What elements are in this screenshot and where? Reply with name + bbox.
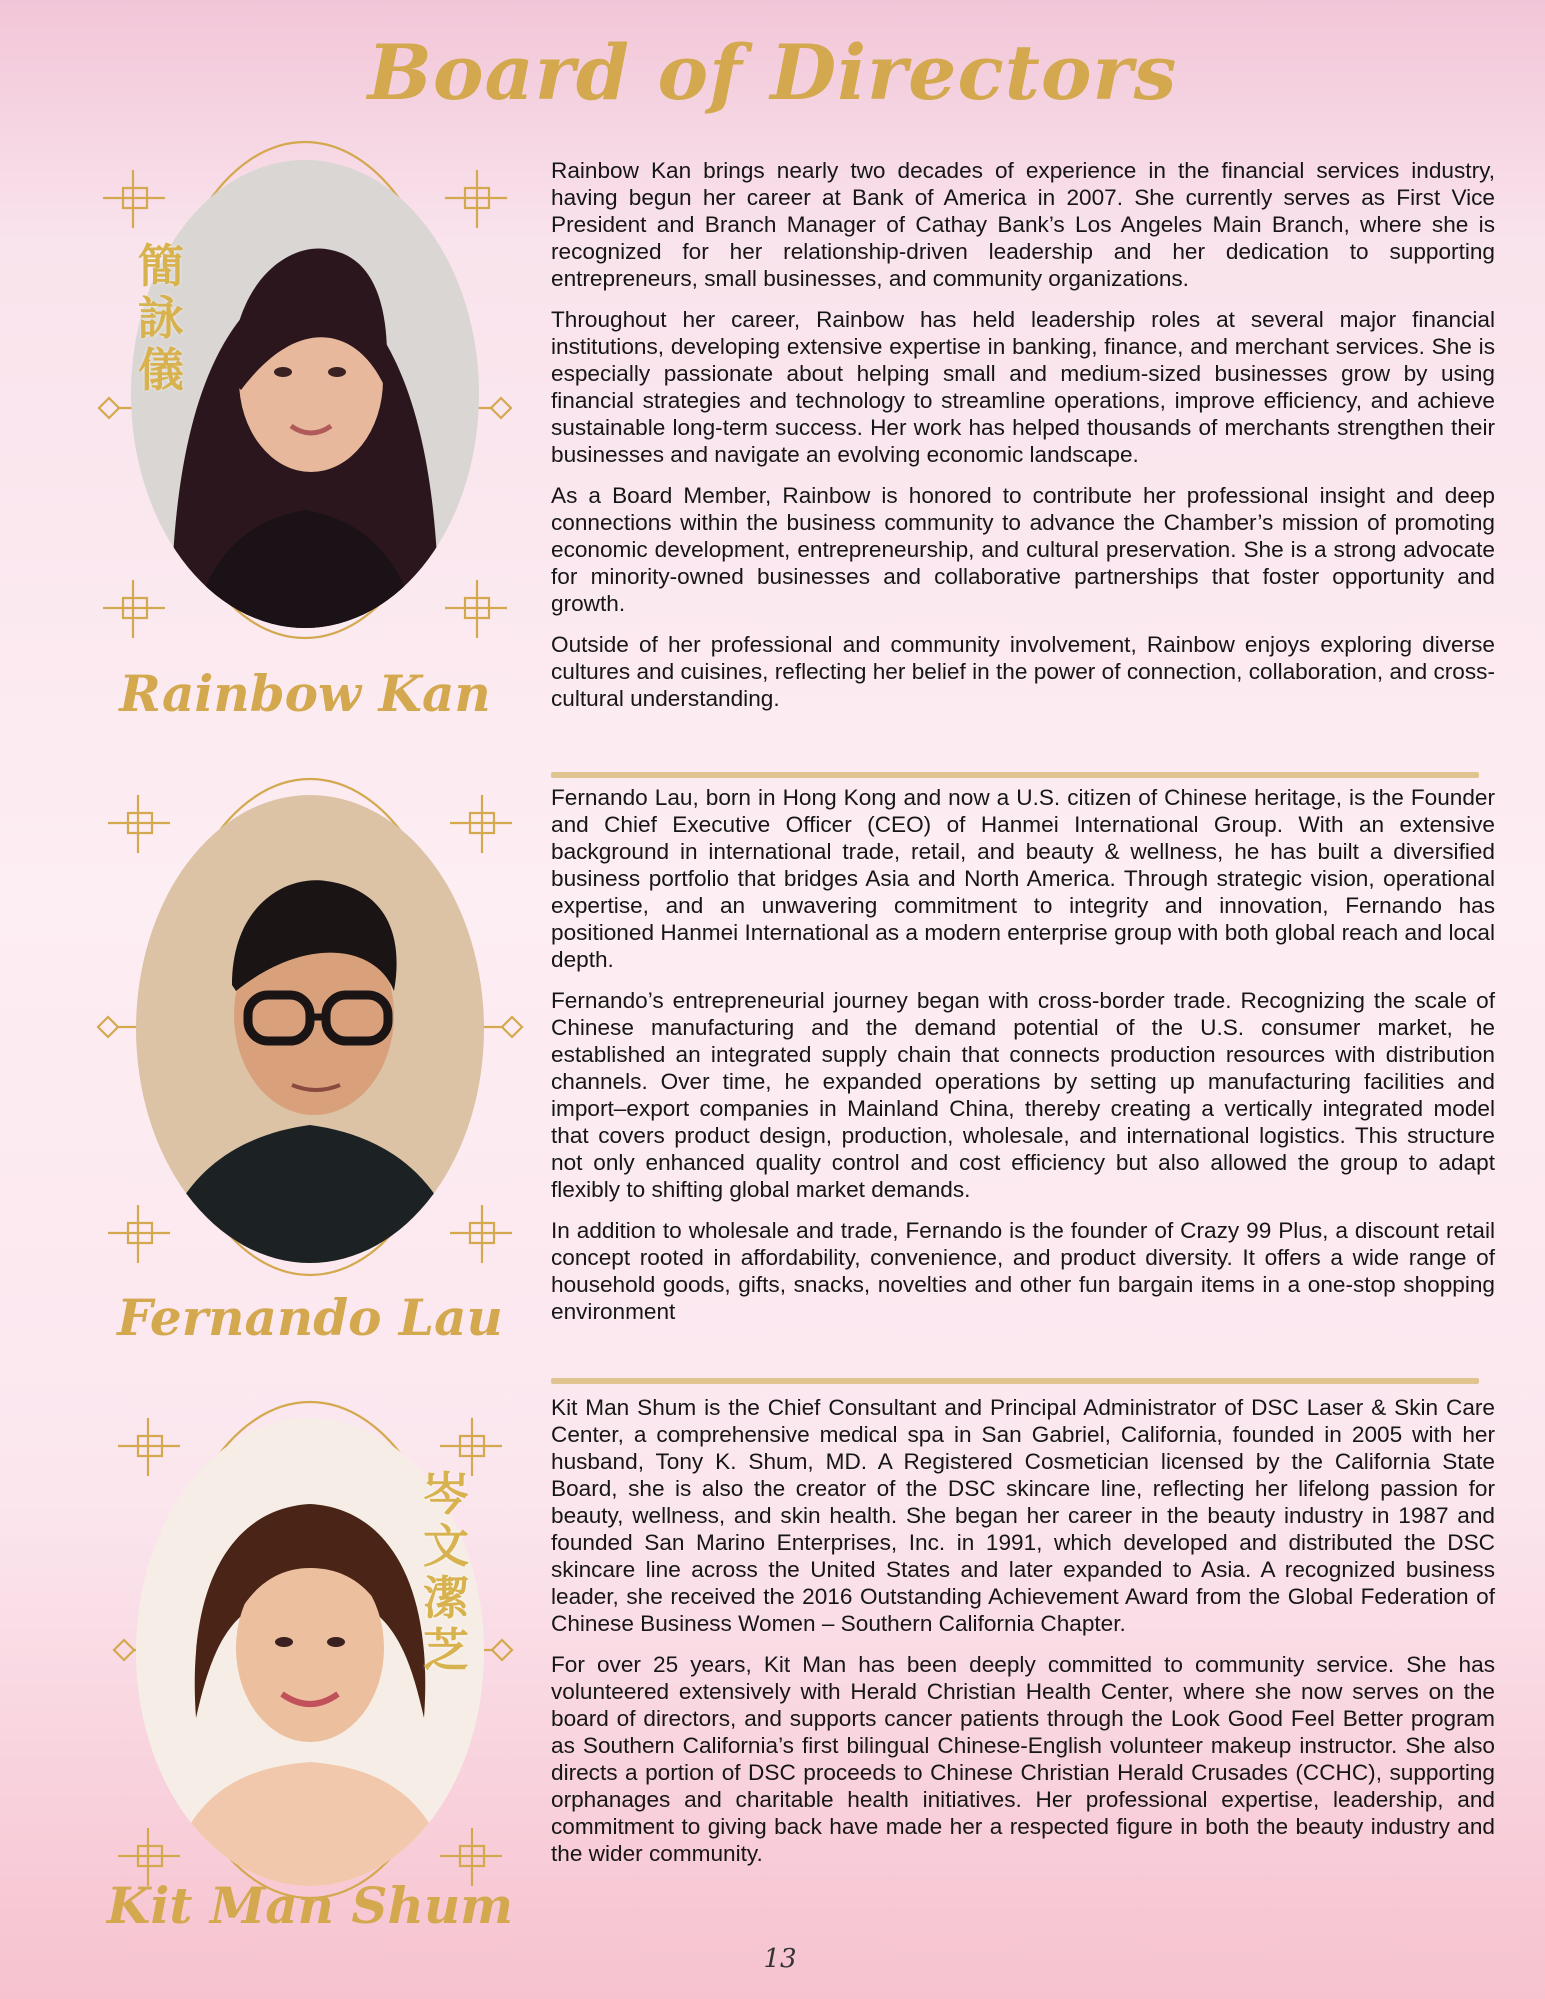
chinese-char: 簡 (138, 239, 184, 293)
page-title: Board of Directors (367, 28, 1178, 117)
director-name: Kit Man Shum (106, 1876, 514, 1935)
bio-paragraph: Fernando Lau, born in Hong Kong and now a U.S. citizen of Chinese heritage, is the Founder and Chief Executive Officer (CEO) of Hanmei International Group. With an extensive background in international trade, retail, and beauty & wellness, he has built a diversified business portfolio that bridges Asia and North America. Through strategic vision, operational expertise, and an unwavering commitment to integrity and innovation, Fernando has positioned Hanmei International as a modern enterprise group with both global reach and local depth. (551, 785, 1495, 972)
person-photo-icon (136, 795, 484, 1263)
chinese-char: 儀 (138, 343, 184, 397)
chinese-name-vertical (133, 240, 189, 396)
director-bio (551, 1394, 1495, 1881)
portrait-frame-rainbow-kan (85, 140, 525, 670)
chinese-char: 潔 (423, 1571, 469, 1625)
chinese-char: 岑 (423, 1467, 469, 1521)
bio-paragraph: Fernando’s entrepreneurial journey began with cross-border trade. Recognizing the scale of Chinese manufacturing and the demand potential of the U.S. consumer market, he established an integrated supply chain that connects production resources with distribution channels. Over time, he expanded operations by setting up manufacturing facilities and import–export companies in Mainland China, thereby creating a vertically integrated model that covers product design, production, wholesale, and international logistics. This structure not only enhanced quality control and cost efficiency but also allowed the group to adapt flexibly to shifting global market demands. (551, 988, 1495, 1202)
director-bio (551, 784, 1495, 1339)
section-divider (551, 1378, 1479, 1384)
bio-paragraph: Kit Man Shum is the Chief Consultant and Principal Administrator of DSC Laser & Skin Care Center, a comprehensive medical spa in San Gabriel, California, founded in 2005 with her husband, Tony K. Shum, MD. A Registered Cosmetician licensed by the California State Board, she is also the creator of the DSC skincare line, reflecting her lifelong passion for beauty, wellness, and skin health. She began her career in the beauty industry in 1987 and founded San Marino Enterprises, Inc. in 1991, which developed and distributed the DSC skincare line across the United States and later expanded to Asia. A recognized business leader, she received the 2016 Outstanding Achievement Award from the Global Federation of Chinese Business Women – Southern California Chapter. (551, 1395, 1495, 1636)
portrait-frame-fernando-lau (90, 765, 530, 1295)
bio-paragraph: For over 25 years, Kit Man has been deeply committed to community service. She has volunteered extensively with Herald Christian Health Center, where she now serves on the board of directors, and supports cancer patients through the Look Good Feel Better program as Southern California’s first bilingual Chinese-English volunteer makeup instructor. She also directs a portion of DSC proceeds to Chinese Christian Herald Crusades (CCHC), supporting orphanages and charitable health initiatives. Her professional expertise, leadership, and commitment to giving back have made her a respected figure in both the beauty industry and the wider community. (551, 1652, 1495, 1866)
page-number: 13 (763, 1944, 797, 1974)
bio-paragraph: Throughout her career, Rainbow has held leadership roles at several major financial institutions, developing extensive expertise in banking, finance, and merchant services. She is especially passionate about helping small and medium-sized businesses grow by using financial strategies and technology to streamline operations, improve efficiency, and achieve sustainable long-term success. Her work has helped thousands of merchants strengthen their businesses and navigate an evolving economic landscape. (551, 307, 1495, 467)
bio-paragraph: Outside of her professional and community involvement, Rainbow enjoys exploring diverse cultures and cuisines, reflecting her belief in the power of connection, collaboration, and cross-cultural understanding. (551, 632, 1495, 711)
portrait-photo (136, 795, 484, 1263)
bio-paragraph: Rainbow Kan brings nearly two decades of experience in the financial services industry, having begun her career at Bank of America in 2007. She currently serves as First Vice President and Branch Manager of Cathay Bank’s Los Angeles Main Branch, where she is recognized for her relationship-driven leadership and her dedication to supporting entrepreneurs, small businesses, and community organizations. (551, 158, 1495, 291)
bio-paragraph: In addition to wholesale and trade, Fernando is the founder of Crazy 99 Plus, a discount retail concept rooted in affordability, convenience, and product diversity. It offers a wide range of household goods, gifts, snacks, novelties and other fun bargain items in a one-stop shopping environment (551, 1218, 1495, 1324)
chinese-char: 詠 (138, 291, 184, 345)
chinese-name-vertical (418, 1468, 474, 1676)
director-bio (551, 157, 1495, 726)
bio-paragraph: As a Board Member, Rainbow is honored to contribute her professional insight and deep connections within the business community to advance the Chamber’s mission of promoting economic development, entrepreneurship, and cultural preservation. She is a strong advocate for minority-owned businesses and collaborative partnerships that foster opportunity and growth. (551, 483, 1495, 616)
director-name: Rainbow Kan (119, 664, 491, 723)
section-divider (551, 772, 1479, 778)
chinese-char: 芝 (423, 1623, 469, 1677)
chinese-char: 文 (423, 1519, 469, 1573)
director-name: Fernando Lau (117, 1288, 503, 1347)
portrait-frame-kit-man-shum (100, 1388, 540, 1918)
